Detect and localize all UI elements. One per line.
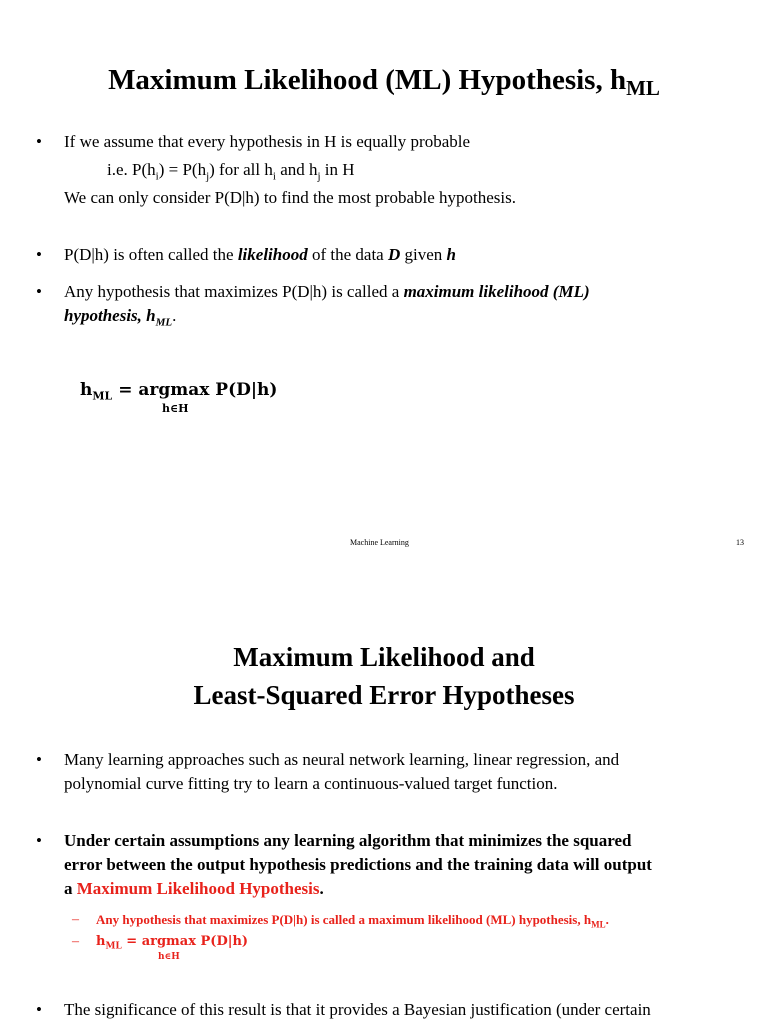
subscript: i xyxy=(155,170,159,183)
slide1-bullet-3-text xyxy=(64,280,754,334)
slide2-title-line-1: Maximum Likelihood and xyxy=(233,642,535,672)
text: Any hypothesis that maximizes P(D|h) is called a maximum likelihood (ML) hypothesis, h xyxy=(96,912,592,927)
slide2-subbullet-1-text xyxy=(96,912,756,930)
slide1-bullet-1-line-2 xyxy=(107,158,768,188)
formula-subscript: ML xyxy=(92,389,113,403)
highlight-text: Maximum Likelihood Hypothesis xyxy=(76,879,320,898)
dash-marker: – xyxy=(72,934,79,949)
text: ) = P(h xyxy=(158,160,207,179)
slide2-bullet-2-line-2: error between the output hypothesis predictions and the training data will output xyxy=(64,855,652,874)
formula-lhs: h xyxy=(96,934,106,949)
slide1-bullet-2-text xyxy=(64,243,754,267)
slide1-footer: Machine Learning xyxy=(350,538,409,547)
bullet-dot: • xyxy=(36,750,42,769)
slide1-formula xyxy=(80,380,277,402)
formula-subscript: ML xyxy=(105,941,122,952)
bullet-dot: • xyxy=(36,245,42,264)
emphasis: maximum likelihood (ML) xyxy=(403,282,590,301)
slide2-subbullet-2-formula xyxy=(96,934,756,952)
slide2-bullet-3 xyxy=(0,998,768,1024)
formula-lhs: h xyxy=(80,380,93,400)
slide1-title xyxy=(0,64,768,100)
bullet-dot: • xyxy=(36,831,42,850)
bullet-dot: • xyxy=(36,282,42,301)
slide2-title xyxy=(0,638,768,714)
slide1-title-text: Maximum Likelihood (ML) Hypothesis, h xyxy=(108,64,627,96)
slide2-bullet-2-line-1: Under certain assumptions any learning algorithm that minimizes the squared xyxy=(64,831,632,850)
subscript: i xyxy=(272,170,276,183)
slide1-bullet-2 xyxy=(0,243,768,267)
text: in H xyxy=(320,160,355,179)
formula-rhs: = argmax P(D|h) xyxy=(121,934,249,949)
bullet-dot: • xyxy=(36,1000,42,1019)
text: a xyxy=(64,879,77,898)
text: given xyxy=(400,245,447,264)
slide1-bullet-1-line-3: We can only consider P(D|h) to find the most probable hypothesis. xyxy=(64,188,516,207)
emphasis: likelihood xyxy=(237,245,308,264)
text: . xyxy=(172,306,177,325)
slide1-page-number: 13 xyxy=(736,538,744,547)
text: . xyxy=(319,879,324,898)
slide1-bullet-1 xyxy=(0,130,768,210)
emphasis: h xyxy=(446,245,457,264)
slide1-title-subscript: ML xyxy=(626,76,660,100)
bullet-dot: • xyxy=(36,132,42,151)
subscript: j xyxy=(206,170,210,183)
subscript: j xyxy=(317,170,321,183)
slide2-bullet-1-line-1: Many learning approaches such as neural network learning, linear regression, and xyxy=(64,750,620,769)
slide2-bullet-3-line-1: The significance of this result is that it provides a Bayesian justification (under certain xyxy=(64,1000,651,1019)
slide2-bullet-1-line-2: polynomial curve fitting try to learn a continuous-valued target function. xyxy=(64,774,558,793)
formula-rhs: = argmax P(D|h) xyxy=(112,380,278,400)
slide2-title-line-2: Least-Squared Error Hypotheses xyxy=(193,680,575,710)
slide1-bullet-3 xyxy=(0,280,768,332)
slide2-subbullet-2 xyxy=(0,934,768,968)
emphasis: hypothesis, h xyxy=(64,306,156,325)
slide2-bullet-2 xyxy=(0,829,768,901)
text: Any hypothesis that maximizes P(D|h) is called a xyxy=(64,282,404,301)
slide2-formula-under: h∈H xyxy=(158,952,180,962)
slide2-bullet-2-line-3 xyxy=(64,877,754,901)
text: . xyxy=(605,912,609,927)
text: of the data xyxy=(307,245,388,264)
dash-marker: – xyxy=(72,912,79,927)
text: P(D|h) is often called the xyxy=(64,245,238,264)
text: ) for all h xyxy=(209,160,273,179)
text: and h xyxy=(275,160,318,179)
slide2-subbullet-1 xyxy=(0,912,768,932)
text: i.e. P(h xyxy=(107,160,156,179)
slide1-bullet-1-line-1: If we assume that every hypothesis in H is equally probable xyxy=(64,132,471,151)
emphasis: D xyxy=(387,245,401,264)
slide2-bullet-1 xyxy=(0,748,768,798)
subscript: ML xyxy=(591,919,606,930)
subscript: ML xyxy=(155,316,173,329)
slide1-formula-under: h∈H xyxy=(162,402,189,415)
